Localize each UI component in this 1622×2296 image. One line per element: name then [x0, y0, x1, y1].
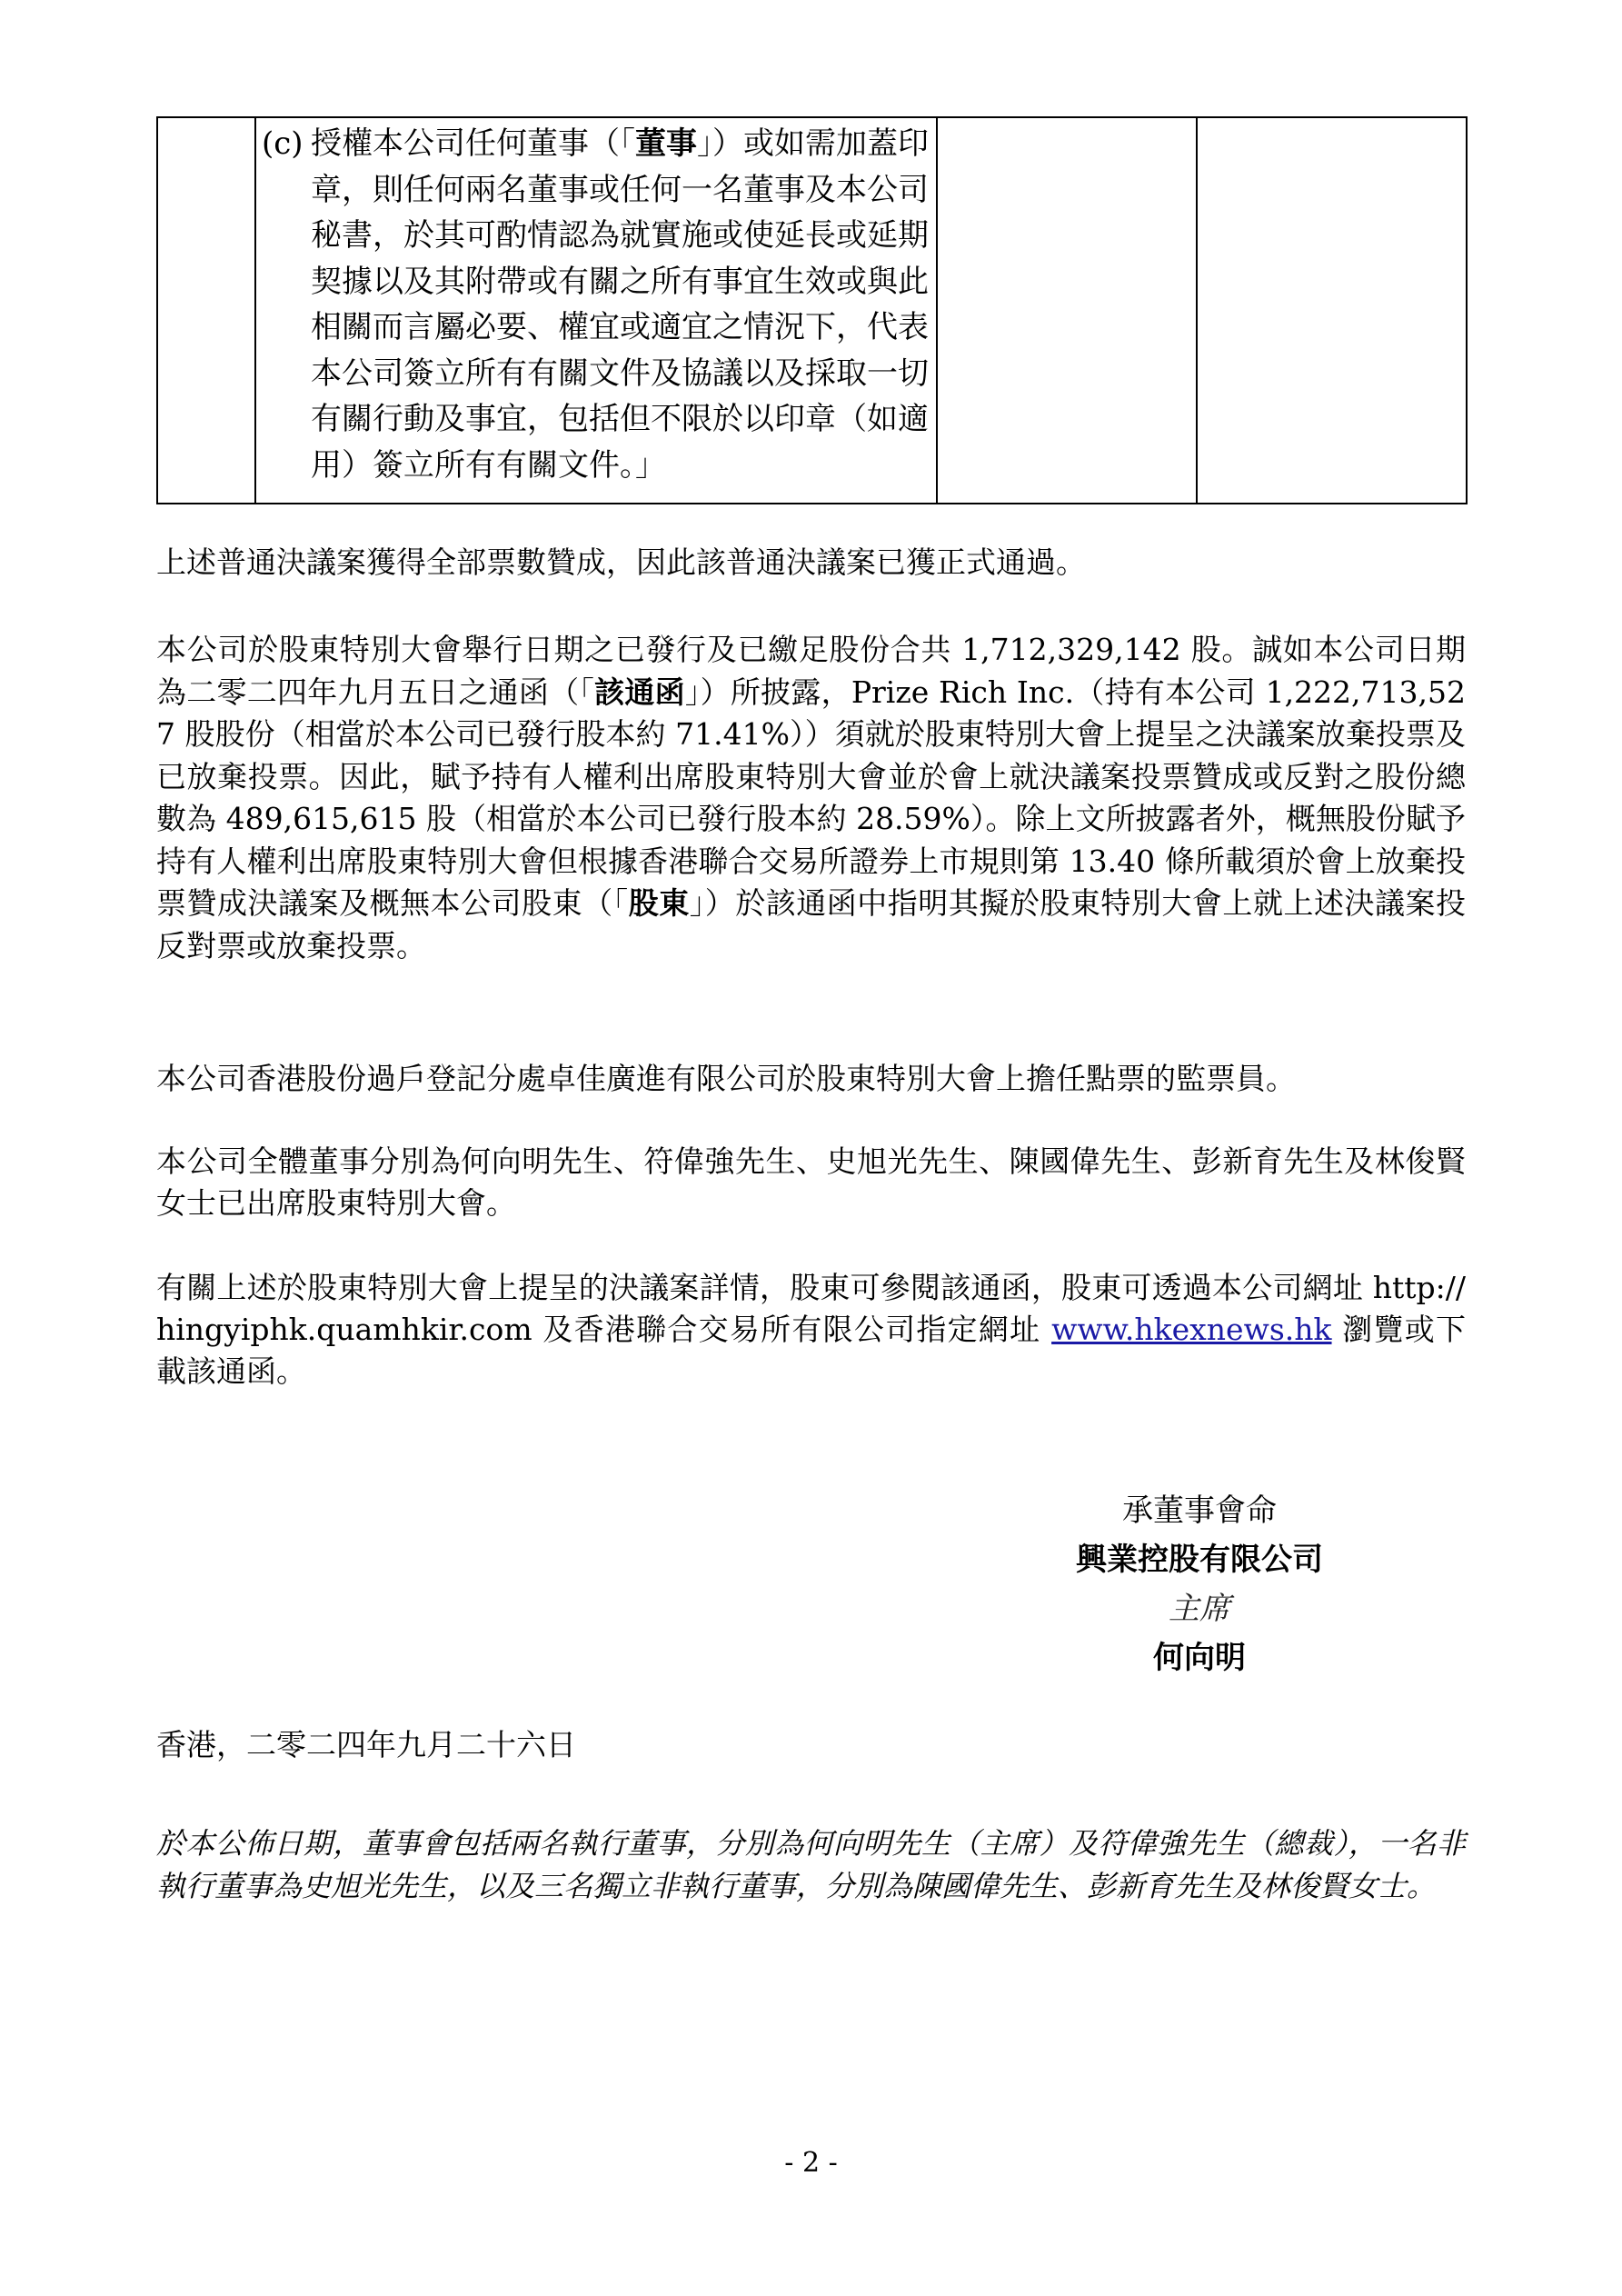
table-cell-votes-for: [937, 117, 1197, 504]
paragraph-directors-attendance: 本公司全體董事分別為何向明先生、符偉強先生、史旭光先生、陳國偉先生、彭新育先生及林俊賢女士已出席股東特別大會。: [156, 1143, 1466, 1221]
resolution-text-part: 授權本公司任何董事（「: [311, 125, 635, 162]
paragraph-scrutineer: 本公司香港股份過戶登記分處卓佳廣進有限公司於股東特別大會上擔任點票的監票員。: [156, 1061, 1296, 1096]
signature-name: 何向明: [1153, 1640, 1246, 1676]
defined-term: 該通函: [594, 674, 685, 710]
resolution-table: [156, 116, 1468, 504]
hkexnews-link[interactable]: www.hkexnews.hk: [1051, 1312, 1332, 1347]
table-row: [157, 117, 1467, 504]
board-composition-note: 於本公佈日期，董事會包括兩名執行董事，分別為何向明先生（主席）及符偉強先生（總裁），一名非執行董事為史旭光先生，以及三名獨立非執行董事，分別為陳國偉先生、彭新育先生及林俊賢女士。: [156, 1826, 1466, 1903]
resolution-item-text: [311, 121, 930, 488]
signature-by-order: 承董事會命: [1122, 1492, 1277, 1529]
table-cell-number: [157, 117, 255, 504]
paragraph-circular-details: [156, 1267, 1466, 1393]
table-cell-resolution: [255, 117, 937, 504]
table-cell-votes-against: [1197, 117, 1467, 504]
paragraph-resolution-passed: 上述普通決議案獲得全部票數贊成，因此該普通決議案已獲正式通過。: [156, 544, 1086, 580]
paragraph-shares-voting: [156, 629, 1466, 967]
paragraph-text: 有關上述於股東特別大會上提呈的決議案詳情，股東可參閱該通函，股東可透過本公司網址 http://hingyiphk.quamhkir.com 及香港聯合交易所有限公司指定網址: [156, 1270, 1466, 1347]
paragraph-text: 」）於該通函中指明其擬於股東特別大會上就上述決議案投反對票或放棄投票。: [156, 885, 1467, 963]
paragraph-text: 瀏覽或下載該通函。: [156, 1312, 1466, 1389]
paragraph-text: 本公司於股東特別大會舉行日期之已發行及已繳足股份合共 1,712,329,142 股。誠如本公司日期為二零二四年九月五日之通函（「: [156, 632, 1466, 710]
resolution-item-marker: (c): [262, 125, 304, 162]
defined-term: 董事: [635, 125, 697, 162]
place-date: 香港，二零二四年九月二十六日: [156, 1727, 576, 1762]
resolution-text-part: 」）或如需加蓋印章，則任何兩名董事或任何一名董事及本公司秘書，於其可酌情認為就實施或使延長或延期契據以及其附帶或有關之所有事宜生效或與此相關而言屬必要、權宜或適宜之情況下，代表本公司簽立所有有關文件及協議以及採取一切有關行動及事宜，包括但不限於以印章（如適用）簽立所有有關文件。」: [311, 125, 929, 484]
defined-term: 股東: [628, 885, 690, 921]
signature-company: 興業控股有限公司: [1076, 1542, 1323, 1578]
signature-title: 主席: [1169, 1591, 1230, 1627]
paragraph-text: 」）所披露，Prize Rich Inc.（持有本公司 1,222,713,527 股股份（相當於本公司已發行股本約 71.41%））須就於股東特別大會上提呈之決議案放棄投票及已放棄投票。因此，賦予持有人權利出席股東特別大會並於會上就決議案投票贊成或反對之股份總數為 489,615,615 股（相當於本公司已發行股本約 28.59%）。除上文所披露者外，概無股份賦予持有人權利出席股東特別大會但根據香港聯合交易所證券上市規則第 13.40 條所載須於會上放棄投票贊成決議案及概無本公司股東（「: [156, 674, 1467, 921]
page-number: - 2 -: [784, 2147, 838, 2179]
